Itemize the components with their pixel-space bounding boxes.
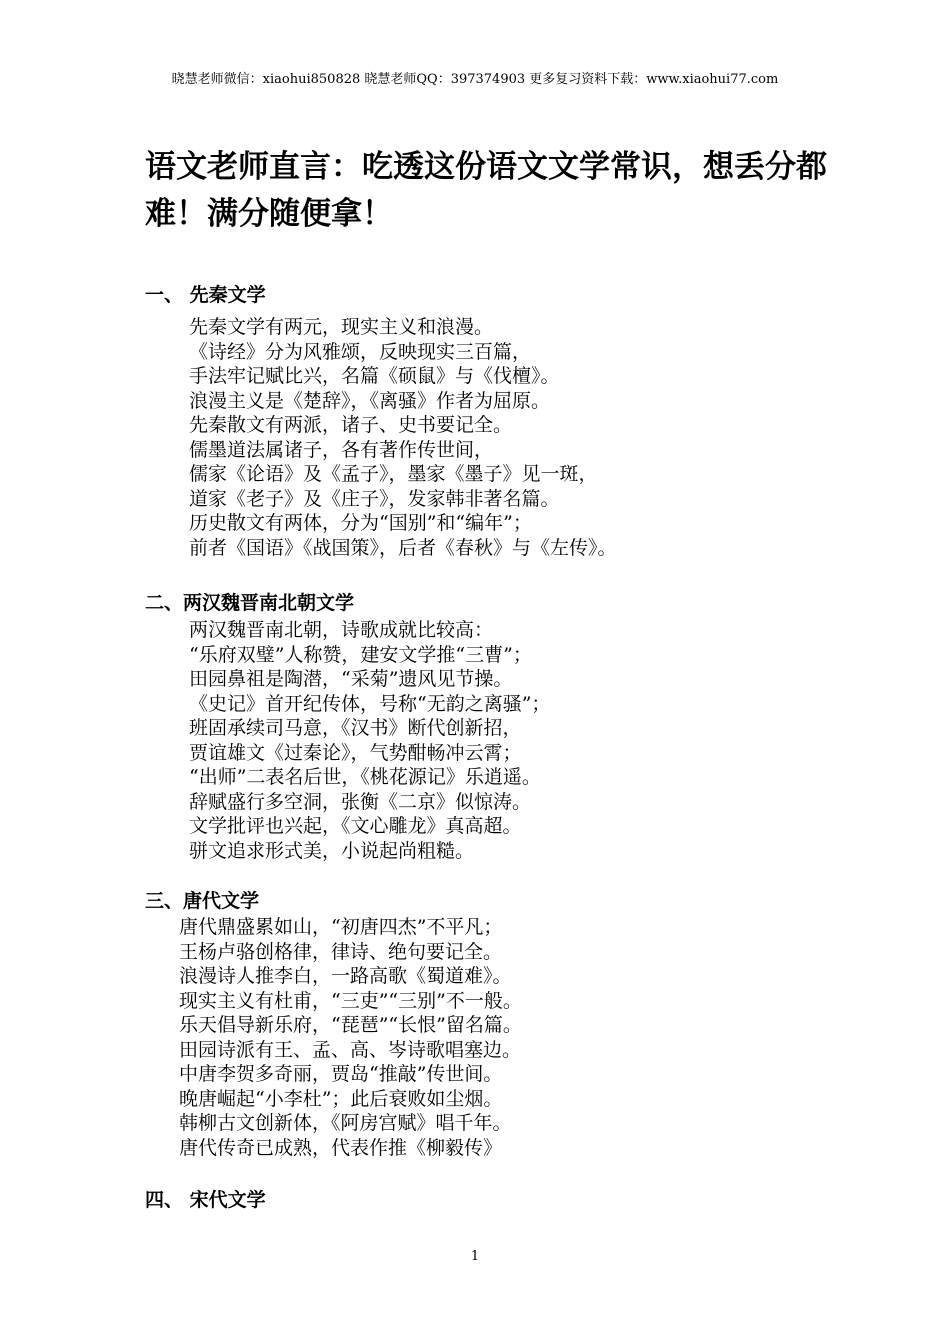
verse-list <box>145 315 845 560</box>
section-heading: 四、 宋代文学 <box>145 1189 266 1211</box>
verse-line: 儒墨道法属诸子，各有著作传世间， <box>189 438 494 461</box>
verse-list <box>145 618 845 863</box>
verse-line: 唐代鼎盛累如山，“初唐四杰”不平凡； <box>179 916 503 938</box>
section-han-wei-jin <box>145 590 845 863</box>
section-heading: 一、 先秦文学 <box>145 284 266 306</box>
section-tang <box>145 888 845 1160</box>
verse-line: 历史散文有两体，分为“国别”和“编年”； <box>189 512 532 534</box>
verse-list <box>145 915 845 1160</box>
verse-line: 《史记》首开纪传体，号称“无韵之离骚”； <box>189 692 551 715</box>
verse-line: 贾谊雄文《过秦论》，气势酣畅冲云霄； <box>189 741 522 764</box>
verse-line: 先秦散文有两派，诸子、史书要记全。 <box>189 414 513 436</box>
verse-line: 手法牢记赋比兴，名篇《硕鼠》与《伐檀》。 <box>189 365 560 387</box>
section-pre-qin <box>145 282 845 560</box>
verse-line: 浪漫诗人推李白，一路高歌《蜀道难》。 <box>179 965 512 987</box>
section-heading: 三、唐代文学 <box>145 890 260 912</box>
verse-line: 前者《国语》《战国策》，后者《春秋》与《左传》。 <box>189 536 617 559</box>
verse-line: 先秦文学有两元，现实主义和浪漫。 <box>189 316 494 338</box>
verse-line: 儒家《论语》及《孟子》，墨家《墨子》见一斑， <box>189 463 598 485</box>
verse-line: 班固承续司马意，《汉书》断代创新招， <box>189 717 522 739</box>
verse-line: “出师”二表名后世，《桃花源记》乐逍遥。 <box>189 766 541 788</box>
verse-line: 乐天倡导新乐府，“琵琶”“长恨”留名篇。 <box>179 1014 522 1036</box>
page-header: 晓慧老师微信：xiaohui850828 晓慧老师QQ：397374903 更多复习资料下载：www.xiaohui77.com <box>171 72 779 87</box>
verse-line: 文学批评也兴起，《文心雕龙》真高超。 <box>189 815 522 837</box>
verse-line: 辞赋盛行多空洞，张衡《二京》似惊涛。 <box>189 790 532 813</box>
verse-line: “乐府双璧”人称赞，建安文学推“三曹”； <box>189 643 532 666</box>
verse-line: 骈文追求形式美，小说起尚粗糙。 <box>189 839 475 862</box>
section-song <box>145 1187 845 1213</box>
document-title: 语文老师直言：吃透这份语文文学常识，想丢分都难！满分随便拿！ <box>145 149 827 232</box>
section-heading: 二、两汉魏晋南北朝文学 <box>145 592 355 614</box>
verse-line: 唐代传奇已成熟，代表作推《柳毅传》 <box>179 1136 503 1159</box>
verse-line: 韩柳古文创新体，《阿房宫赋》唱千年。 <box>179 1112 512 1134</box>
verse-line: 田园鼻祖是陶潜，“采菊”遗风见节操。 <box>189 668 513 690</box>
verse-line: 王杨卢骆创格律，律诗、绝句要记全。 <box>179 940 503 963</box>
verse-line: 两汉魏晋南北朝，诗歌成就比较高： <box>189 619 494 641</box>
verse-line: 道家《老子》及《庄子》，发家韩非著名篇。 <box>189 487 560 510</box>
verse-line: 晚唐崛起“小李杜”；此后衰败如尘烟。 <box>179 1087 503 1110</box>
verse-line: 田园诗派有王、孟、高、岑诗歌唱塞边。 <box>179 1038 522 1061</box>
verse-line: 现实主义有杜甫，“三吏”“三别”不一般。 <box>179 989 522 1012</box>
verse-line: 中唐李贺多奇丽，贾岛“推敲”传世间。 <box>179 1063 503 1085</box>
verse-line: 《诗经》分为风雅颂，反映现实三百篇， <box>189 340 532 363</box>
verse-line: 浪漫主义是《楚辞》，《离骚》作者为屈原。 <box>189 389 551 412</box>
page-number: 1 <box>470 1249 480 1264</box>
